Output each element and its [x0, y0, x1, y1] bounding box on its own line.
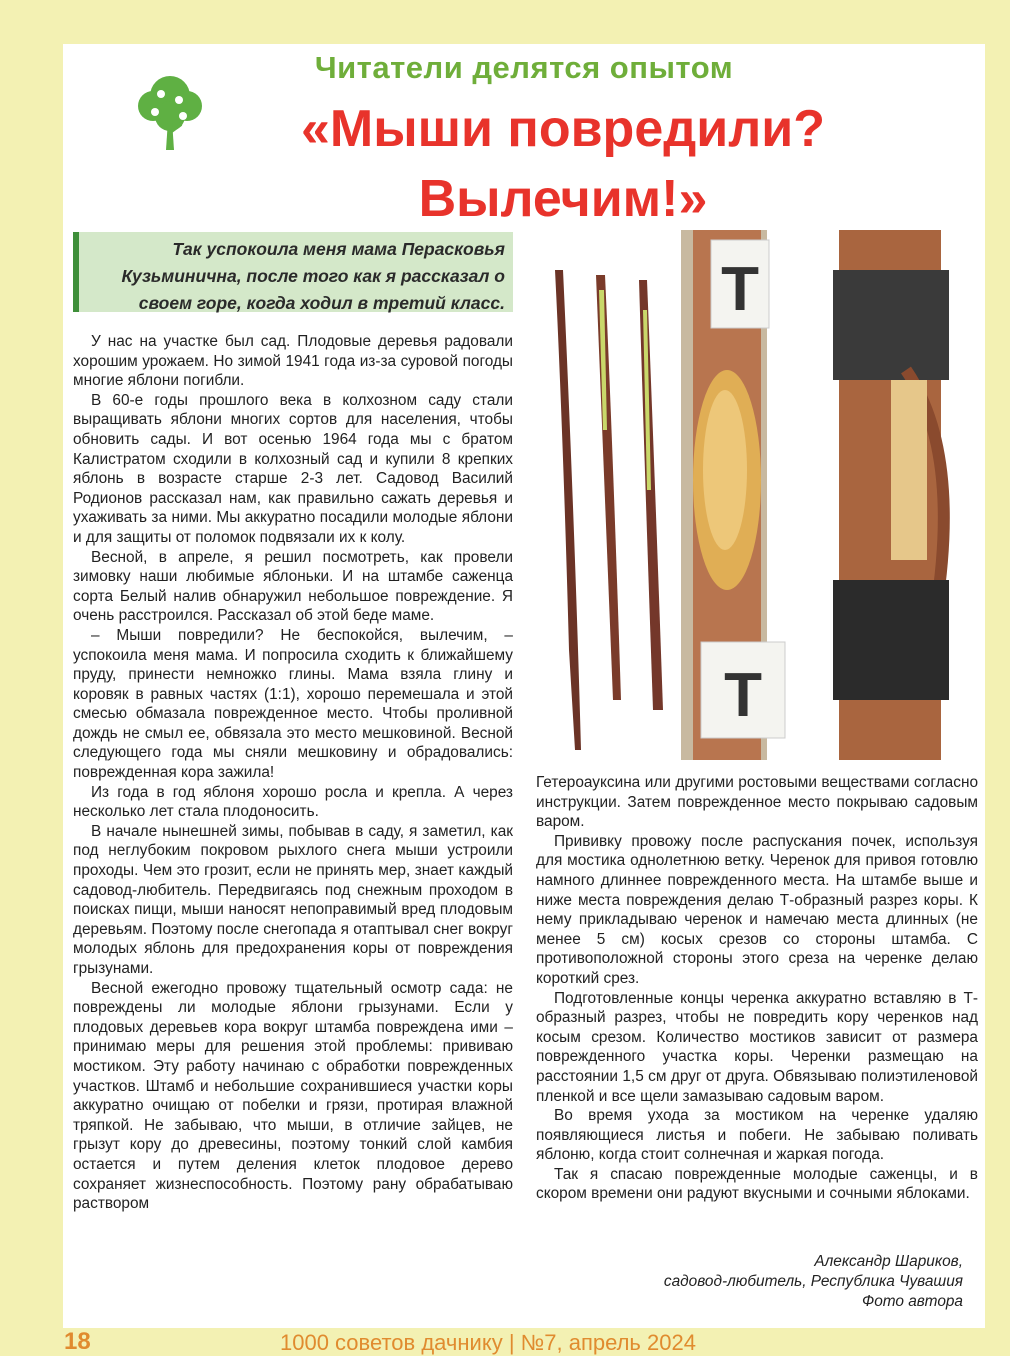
author-signature [543, 1252, 963, 1312]
apple-tree-icon [135, 70, 205, 152]
text-column-right [536, 773, 978, 1204]
paragraph: У нас на участке был сад. Плодовые деревья радовали хорошим урожаем. Но зимой 1941 года из-за суровой погоды многие яблони погибли. [73, 333, 513, 390]
paragraph: В начале нынешней зимы, побывав в саду, я заметил, как под неглубоким покровом рыхлого снега мыши устроили проходы. Чем это грозит, если не принять мер, знает каждый садовод-любитель. Передвигаясь под снежным проходом в поисках пищи, мыши наносят непоправимый вред плодовым деревьям. Поэтому после снегопада я отаптывал снег вокруг молодых яблонь для предохранения коры от повреждения грызунами. [73, 822, 513, 977]
title-line-2: Вылечим!» [418, 170, 708, 228]
article-title [213, 94, 913, 234]
paragraph: Весной ежегодно провожу тщательный осмотр сада: не повреждены ли молодые яблони грызунами. Если у плодовых деревьев кора вокруг штамба повреждена ими – принимаю меры для решения этой проблемы: прививаю мостиком. Эту работу начинаю с обработки поврежденных участков. Штамб и небольшие сохранившиеся участки коры аккуратно очищаю от побелки и грязи, протирая влажной тряпкой. Не забываю, что мыши, в отличие зайцев, не грызут кору до древесины, поэтому тонкий слой камбия остается и путем деления клеток плодовое дерево сохраняет жизнеспособность. Поэтому рану обрабатываю раствором [73, 979, 513, 1213]
trunk-with-tape [813, 230, 975, 760]
grafting-photo [541, 230, 975, 760]
paragraph: Подготовленные концы черенка аккуратно вставляю в Т-образный разрез, чтобы не повредить кору черенков над косым срезом. Количество мостиков зависит от размера поврежденного участка коры. Черенки размещаю на расстоянии 1,5 см друг от друга. Обвязываю полиэтиленовой пленкой и все щели замазываю садовым варом. [536, 989, 978, 1105]
text-column-left [73, 332, 513, 1214]
photo-credit: Фото автора [861, 1293, 963, 1310]
lead-paragraph: Так успокоила меня мама Перасковья Кузьминична, после того как я рассказал о своем горе, когда ходил в третий класс. [73, 232, 513, 312]
paragraph: Прививку провожу после распускания почек, используя для мостика однолетнюю ветку. Черенок для привоя готовлю намного длиннее поврежденного места. На штамбе выше и ниже места повреждения делаю Т-образный разрез коры. К нему прикладываю черенок и намечаю места длинных (не менее 5 см) косых срезов со стороны штамба. С противоположной стороны этого среза на черенке делаю короткий срез. [536, 832, 978, 987]
author-role: садовод-любитель, Республика Чувашия [663, 1273, 963, 1290]
rubric-heading: Читатели делятся опытом [314, 50, 734, 85]
paragraph: Весной, в апреле, я решил посмотреть, как провели зимовку наши любимые яблоньки. И на штамбе саженца сорта Белый налив обнаружил небольшое повреждение. Я очень расстроился. Рассказал об этой беде маме. [73, 548, 513, 625]
paragraph: Гетероауксина или другими ростовыми веществами согласно инструкции. Затем поврежденное место покрываю садовым варом. [536, 774, 978, 831]
title-line-1: «Мыши повредили? [301, 100, 825, 158]
article-page [63, 44, 985, 1328]
paragraph: – Мыши повредили? Не беспокойся, вылечим, – успокоила меня мама. И попросила сходить к ближайшему пруду, принести немножко глины. Мама взяла глину и коровяк в равных частях (1:1), хорошо перемешала и этой смесью обмазала поврежденное место. Чтобы проливной дождь не смыл ее, обвязала это место мешковиной. Весной следующего года мы сняли мешковину и обрадовались: поврежденная кора зажила! [73, 626, 513, 782]
page-number: 18 [64, 1328, 91, 1355]
magazine-footer: 1000 советов дачнику | №7, апрель 2024 [280, 1330, 696, 1355]
photo-label-bottom: T [724, 661, 762, 730]
author-name: Александр Шариков, [814, 1253, 963, 1270]
photo-label-top: T [721, 255, 759, 324]
paragraph: Так я спасаю поврежденные молодые саженцы, и в скором времени они радуют вкусными и сочными яблоками. [536, 1165, 978, 1203]
paragraph: Из года в год яблоня хорошо росла и крепла. А через несколько лет стала плодоносить. [73, 783, 513, 821]
paragraph: Во время ухода за мостиком на черенке удаляю появляющиеся листья и побеги. Не забываю поливать яблоню, когда стоит солнечная и жаркая погода. [536, 1107, 978, 1164]
paragraph: В 60-е годы прошлого века в колхозном саду стали выращивать яблони многих сортов для населения, чтобы обновить сады. И вот осенью 1964 года мы с братом Калистратом сходили в колхозный сад и купили 8 крепких яблонь в возрасте старше 2-3 лет. Садовод Василий Родионов рассказал нам, как правильно сажать деревья и ухаживать за ними. Мы аккуратно посадили молодые яблони и для защиты от поломок подвязали их к колу. [73, 391, 513, 546]
